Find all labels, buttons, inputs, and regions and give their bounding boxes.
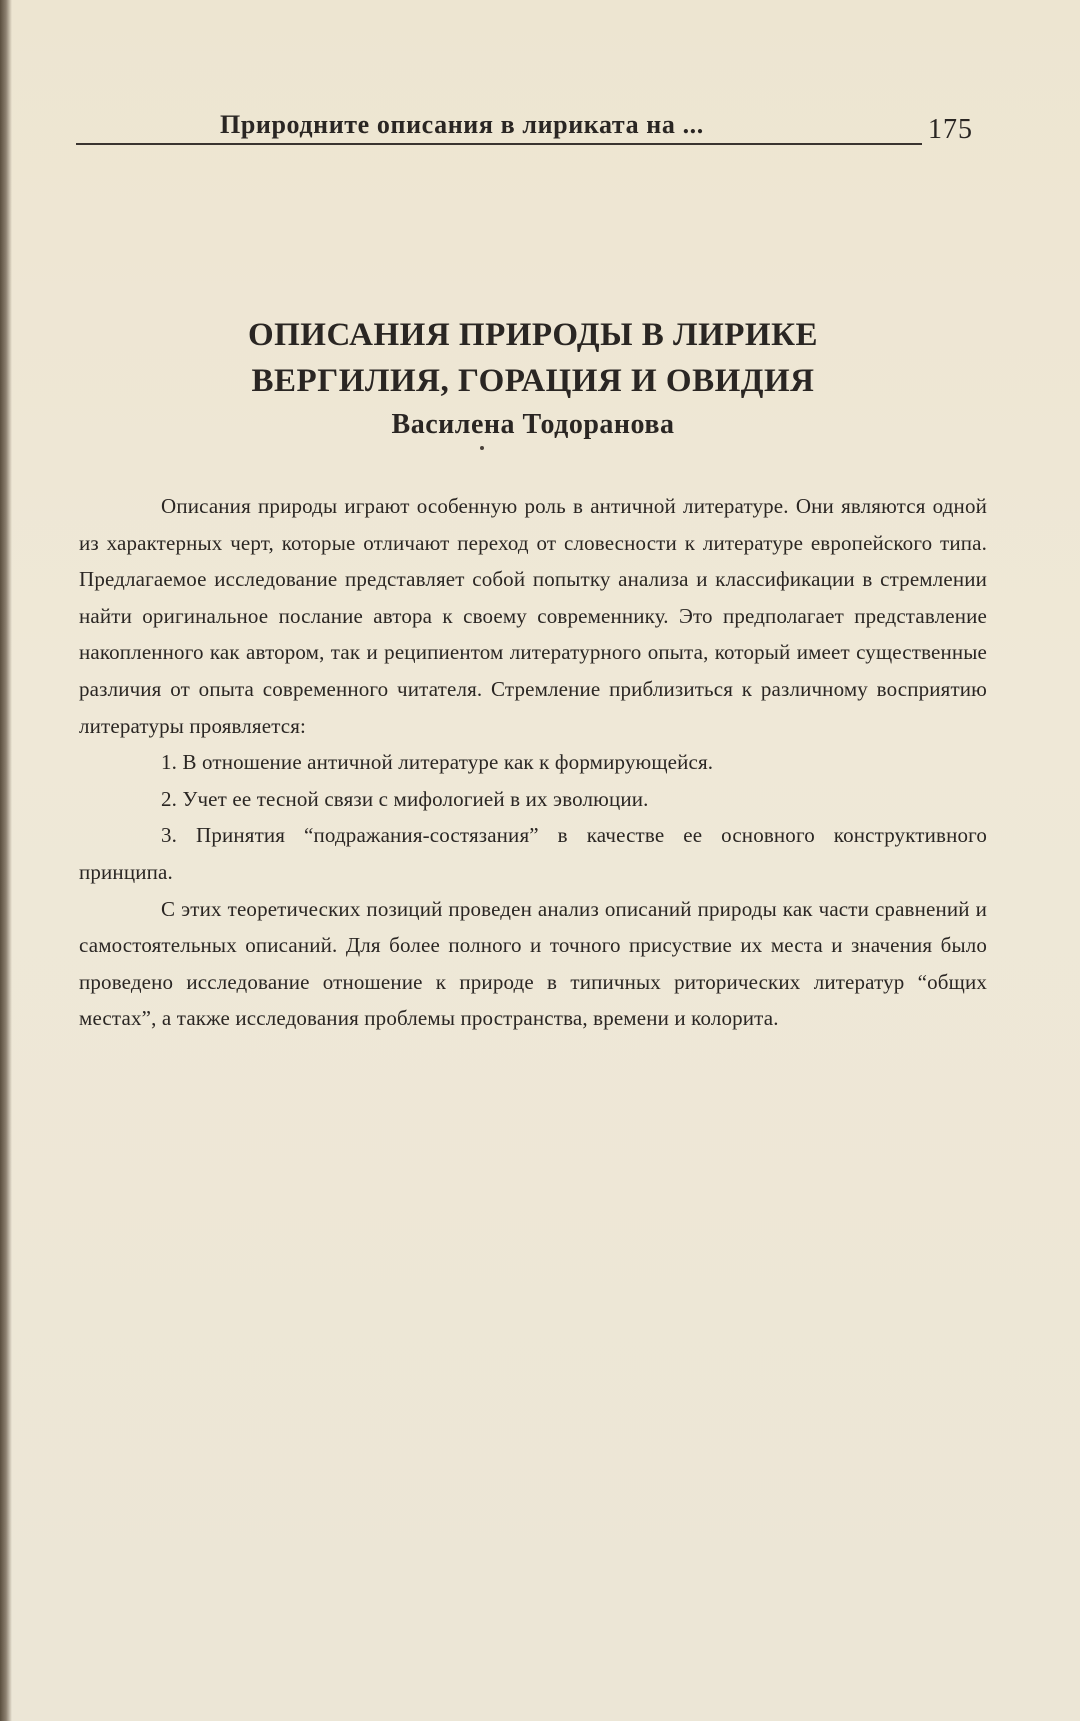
book-spine-shadow <box>0 0 12 1721</box>
separator-dot <box>480 446 484 450</box>
list-item-2: 2. Учет ее тесной связи с мифологией в их эволюции. <box>161 786 649 811</box>
article-title-block <box>76 312 990 445</box>
article-body <box>79 488 987 1037</box>
article-author: Василена Тодоранова <box>391 409 675 440</box>
article-title-line-1: ОПИСАНИЯ ПРИРОДЫ В ЛИРИКЕ <box>247 317 819 353</box>
list-item-1: 1. В отношение античной литературе как к формирующейся. <box>161 750 714 775</box>
list-item-3: 3. Принятия “подражания-состязания” в качестве ее основного конструктивного принципа. <box>79 823 987 884</box>
running-title: Природните описания в лириката на ... <box>220 110 704 139</box>
header-rule <box>76 143 922 145</box>
running-header <box>76 106 973 146</box>
body-paragraph-1: Описания природы играют особенную роль в античной литературе. Они являются одной из характерных черт, которые отличают переход от словесности к литературе европейского типа. Предлагаемое исследование представляет собой попытку анализа и классификации в стремлении найти оригинальное послание автора к своему современнику. Это предполагает представление накопленного как автором, так и реципиентом литературного опыта, который имеет существенные различия от опыта современного читателя. Стремление приблизиться к различному восприятию литературы проявляется: <box>79 494 987 738</box>
article-title-line-2: ВЕРГИЛИЯ, ГОРАЦИЯ И ОВИДИЯ <box>251 363 815 399</box>
body-paragraph-2: С этих теоретических позиций проведен анализ описаний природы как части сравнений и самостоятельных описаний. Для более полного и точного присуствие их места и значения было проведено исследование отношение к природе в типичных риторических литератур “общих местах”, а также исследования проблемы пространства, времени и колорита. <box>79 896 987 1031</box>
page-number: 175 <box>928 114 973 145</box>
